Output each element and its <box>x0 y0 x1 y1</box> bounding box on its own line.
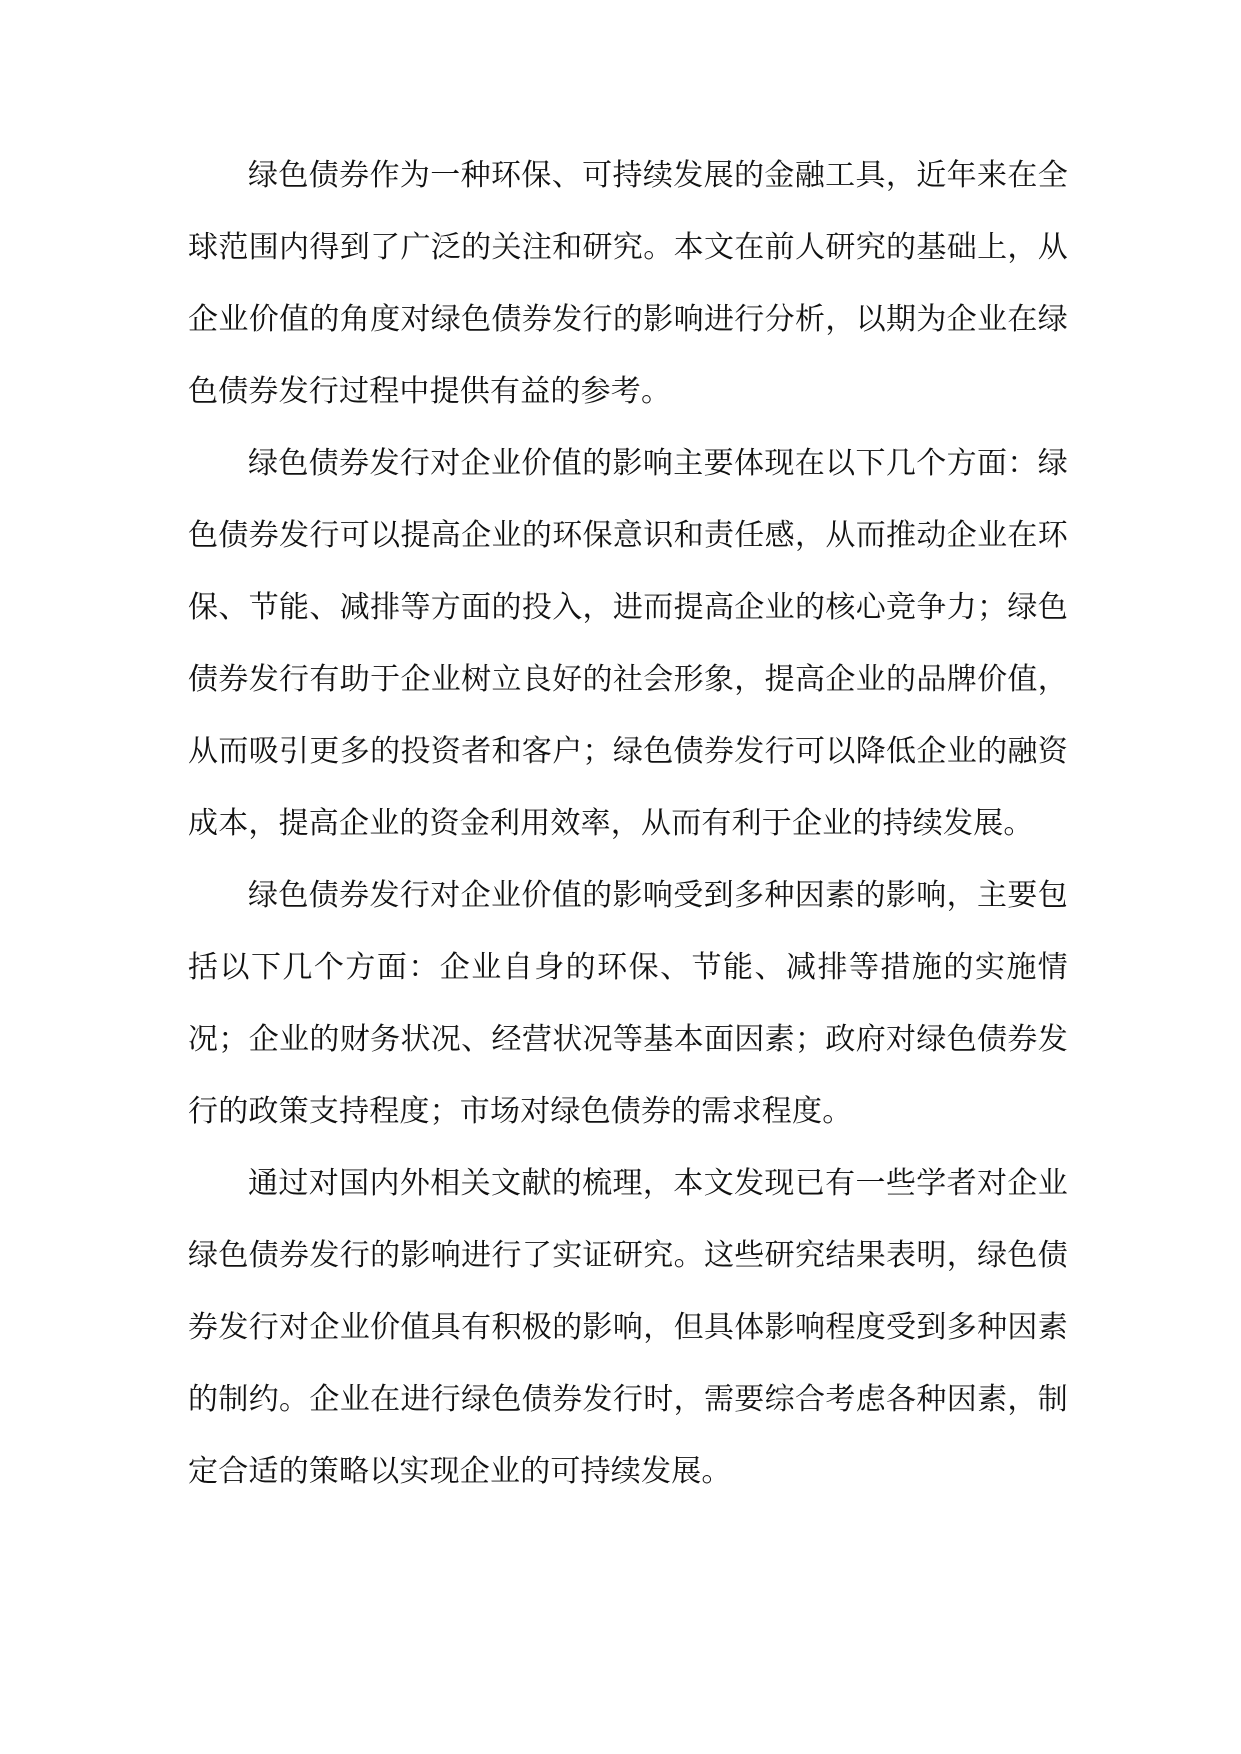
document-body <box>188 140 1068 1508</box>
paragraph-literature-review: 通过对国内外相关文献的梳理，本文发现已有一些学者对企业绿色债券发行的影响进行了实证研究。这些研究结果表明，绿色债券发行对企业价值具有积极的影响，但具体影响程度受到多种因素的制约。企业在进行绿色债券发行时，需要综合考虑各种因素，制定合适的策略以实现企业的可持续发展。 <box>188 1166 1068 1489</box>
paragraph-intro: 绿色债券作为一种环保、可持续发展的金融工具，近年来在全球范围内得到了广泛的关注和研究。本文在前人研究的基础上，从企业价值的角度对绿色债券发行的影响进行分析，以期为企业在绿色债券发行过程中提供有益的参考。 <box>188 158 1068 409</box>
paragraph-influencing-factors: 绿色债券发行对企业价值的影响受到多种因素的影响，主要包括以下几个方面：企业自身的环保、节能、减排等措施的实施情况；企业的财务状况、经营状况等基本面因素；政府对绿色债券发行的政策支持程度；市场对绿色债券的需求程度。 <box>188 878 1068 1129</box>
paragraph-impact-aspects: 绿色债券发行对企业价值的影响主要体现在以下几个方面：绿色债券发行可以提高企业的环保意识和责任感，从而推动企业在环保、节能、减排等方面的投入，进而提高企业的核心竞争力；绿色债券发行有助于企业树立良好的社会形象，提高企业的品牌价值，从而吸引更多的投资者和客户；绿色债券发行可以降低企业的融资成本，提高企业的资金利用效率，从而有利于企业的持续发展。 <box>188 446 1068 841</box>
